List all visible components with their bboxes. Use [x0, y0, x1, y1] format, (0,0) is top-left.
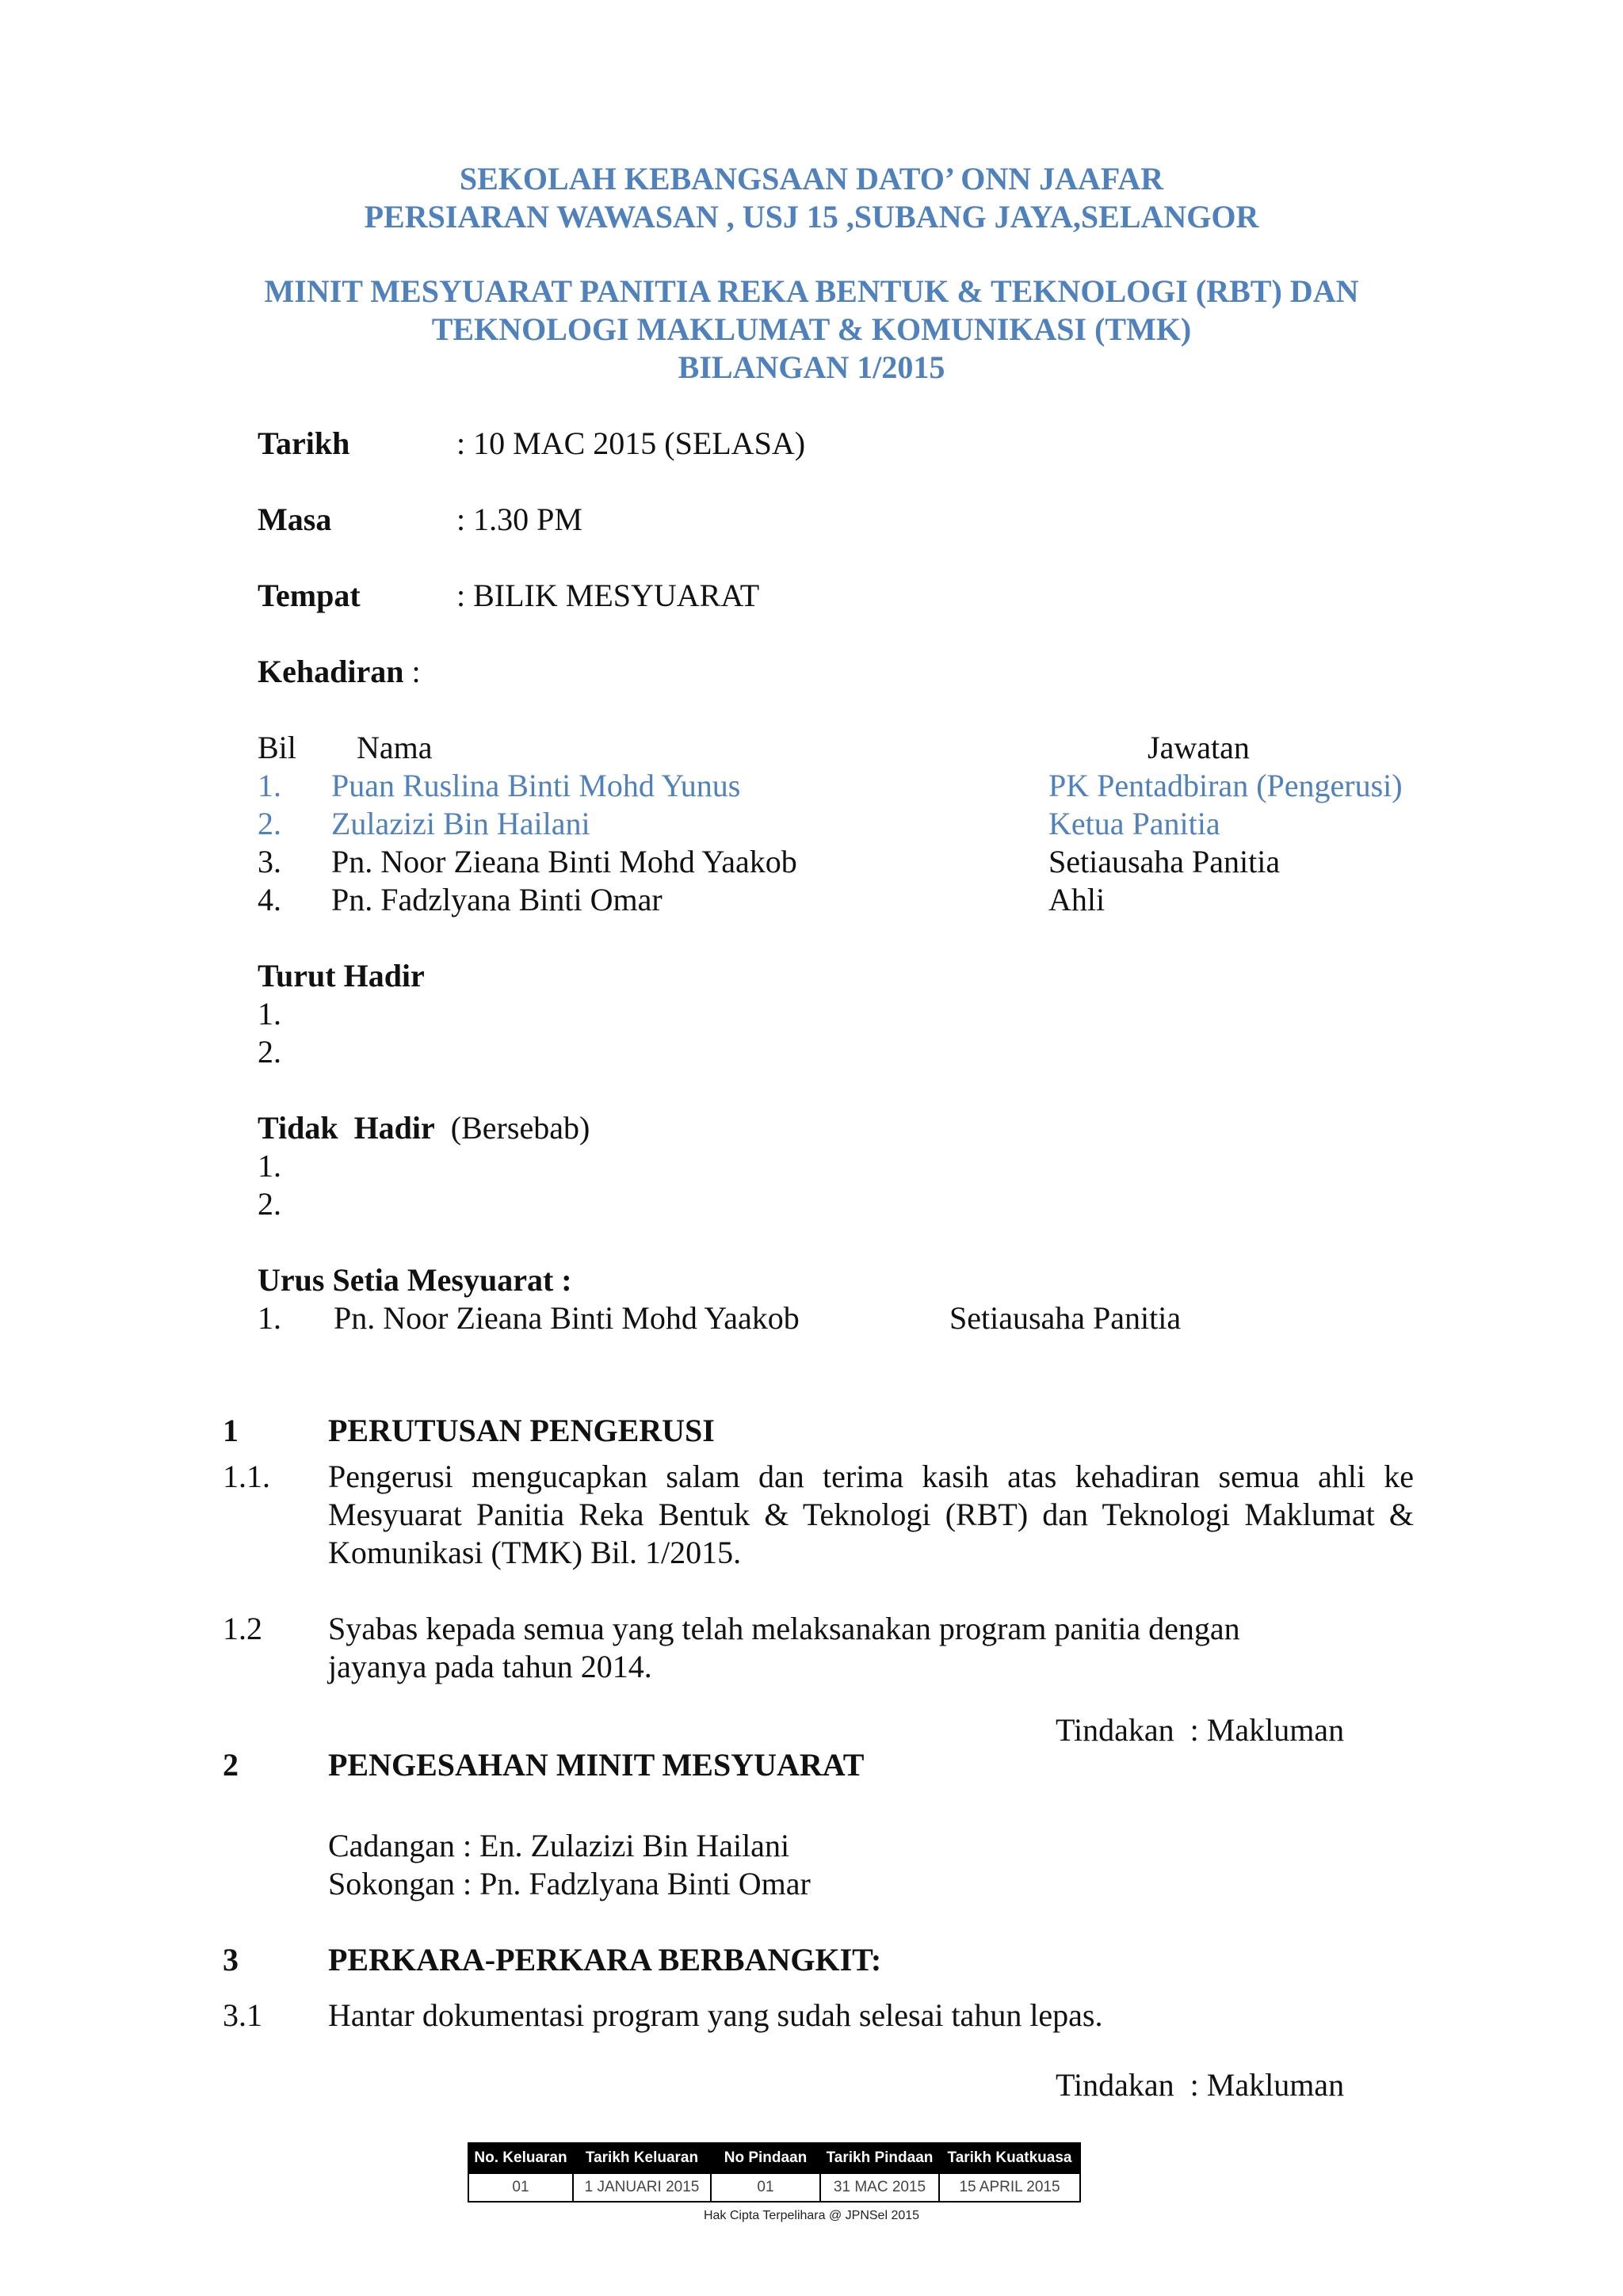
document-title-line-3: BILANGAN 1/2015 [678, 349, 945, 385]
paragraph-1-2 [328, 1610, 1240, 1686]
urus-setia-name: Pn. Noor Zieana Binti Mohd Yaakob [334, 1300, 800, 1336]
section-2-number: 2 [223, 1747, 239, 1783]
school-name: SEKOLAH KEBANGSAAN DATO’ ONN JAAFAR [459, 161, 1164, 196]
document-control-header-row [468, 2143, 1080, 2173]
tidak-hadir-heading [258, 1109, 590, 1147]
section-1-number: 1 [223, 1413, 239, 1448]
section-2-title: PENGESAHAN MINIT MESYUARAT [328, 1747, 865, 1783]
paragraph-1-1 [328, 1458, 1414, 1572]
copyright-notice: Hak Cipta Terpelihara @ JPNSel 2015 [703, 2209, 920, 2222]
seconder: Sokongan : Pn. Fadzlyana Binti Omar [328, 1866, 811, 1901]
date-value: : 10 MAC 2015 (SELASA) [456, 425, 806, 461]
date-label: Tarikh [258, 425, 350, 461]
turut-hadir-item-2: 2. [258, 1034, 281, 1070]
header-tarikh-pindaan: Tarikh Pindaan [820, 2143, 939, 2173]
paragraph-3-1: Hantar dokumentasi program yang sudah selesai tahun lepas. [328, 1997, 1103, 2033]
paragraph-1-1-line-1: Pengerusi mengucapkan salam dan terima kasih atas kehadiran semua ahli ke [328, 1459, 1414, 1494]
proposer: Cadangan : En. Zulazizi Bin Hailani [328, 1828, 790, 1863]
attendance-heading [258, 653, 421, 691]
urus-setia-label: Urus Setia Mesyuarat : [258, 1262, 572, 1298]
paragraph-1-1-line-3: Komunikasi (TMK) Bil. 1/2015. [328, 1535, 742, 1570]
value-no-pindaan: 01 [711, 2173, 820, 2202]
attendance-label: Kehadiran [258, 654, 404, 689]
attendee-4-number: 4. [258, 882, 281, 917]
paragraph-1-1-number: 1.1. [223, 1459, 270, 1494]
column-header-bil: Bil [258, 730, 296, 765]
value-tarikh-kuatkuasa: 15 APRIL 2015 [939, 2173, 1080, 2202]
section-1-title: PERUTUSAN PENGERUSI [328, 1413, 715, 1448]
document-title-line-2: TEKNOLOGI MAKLUMAT & KOMUNIKASI (TMK) [431, 311, 1192, 347]
attendee-2-number: 2. [258, 806, 281, 841]
attendee-3-position: Setiausaha Panitia [1048, 844, 1281, 879]
column-header-jawatan: Jawatan [1148, 730, 1250, 765]
urus-setia-position: Setiausaha Panitia [949, 1300, 1182, 1336]
paragraph-1-1-line-2: Mesyuarat Panitia Reka Bentuk & Teknologi (RBT) dan Teknologi Maklumat & [328, 1497, 1414, 1532]
section-1-action: Tindakan : Makluman [1056, 1712, 1345, 1748]
value-no-keluaran: 01 [468, 2173, 573, 2202]
attendee-1-name: Puan Ruslina Binti Mohd Yunus [331, 768, 741, 803]
tidak-hadir-item-2: 2. [258, 1186, 281, 1222]
school-address: PERSIARAN WAWASAN , USJ 15 ,SUBANG JAYA,SELANGOR [364, 199, 1259, 235]
place-value: : BILIK MESYUARAT [456, 578, 760, 613]
attendee-3-number: 3. [258, 844, 281, 879]
section-3-action: Tindakan : Makluman [1056, 2067, 1345, 2103]
value-tarikh-keluaran: 1 JANUARI 2015 [573, 2173, 711, 2202]
paragraph-1-2-line-2: jayanya pada tahun 2014. [328, 1649, 652, 1684]
column-header-nama: Nama [357, 730, 433, 765]
attendee-2-name: Zulazizi Bin Hailani [331, 806, 590, 841]
urus-setia-number: 1. [258, 1300, 281, 1336]
turut-hadir-item-1: 1. [258, 996, 281, 1032]
header-no-pindaan: No Pindaan [711, 2143, 820, 2173]
attendee-4-position: Ahli [1048, 882, 1106, 917]
attendee-4-name: Pn. Fadzlyana Binti Omar [331, 882, 663, 917]
header-no-keluaran: No. Keluaran [468, 2143, 573, 2173]
document-control-value-row [468, 2173, 1080, 2202]
header-tarikh-kuatkuasa: Tarikh Kuatkuasa [939, 2143, 1080, 2173]
document-title-line-1: MINIT MESYUARAT PANITIA REKA BENTUK & TEKNOLOGI (RBT) DAN [264, 273, 1359, 309]
attendee-2-position: Ketua Panitia [1048, 806, 1220, 841]
tidak-hadir-item-1: 1. [258, 1148, 281, 1184]
section-3-number: 3 [223, 1942, 239, 1978]
turut-hadir-label: Turut Hadir [258, 958, 425, 994]
time-value: : 1.30 PM [456, 502, 582, 537]
attendee-1-position: PK Pentadbiran (Pengerusi) [1048, 768, 1403, 803]
place-label: Tempat [258, 578, 361, 613]
section-3-title: PERKARA-PERKARA BERBANGKIT: [328, 1942, 882, 1978]
value-tarikh-pindaan: 31 MAC 2015 [820, 2173, 939, 2202]
header-tarikh-keluaran: Tarikh Keluaran [573, 2143, 711, 2173]
paragraph-1-2-number: 1.2 [223, 1611, 262, 1646]
tidak-hadir-label: Tidak Hadir [258, 1110, 435, 1146]
paragraph-3-1-number: 3.1 [223, 1997, 262, 2033]
tidak-hadir-note: (Bersebab) [450, 1110, 590, 1146]
paragraph-1-2-line-1: Syabas kepada semua yang telah melaksanakan program panitia dengan [328, 1611, 1240, 1646]
attendee-1-number: 1. [258, 768, 281, 803]
attendee-3-name: Pn. Noor Zieana Binti Mohd Yaakob [331, 844, 797, 879]
document-control-table [468, 2142, 1081, 2203]
time-label: Masa [258, 502, 332, 537]
attendance-colon: : [403, 654, 421, 689]
